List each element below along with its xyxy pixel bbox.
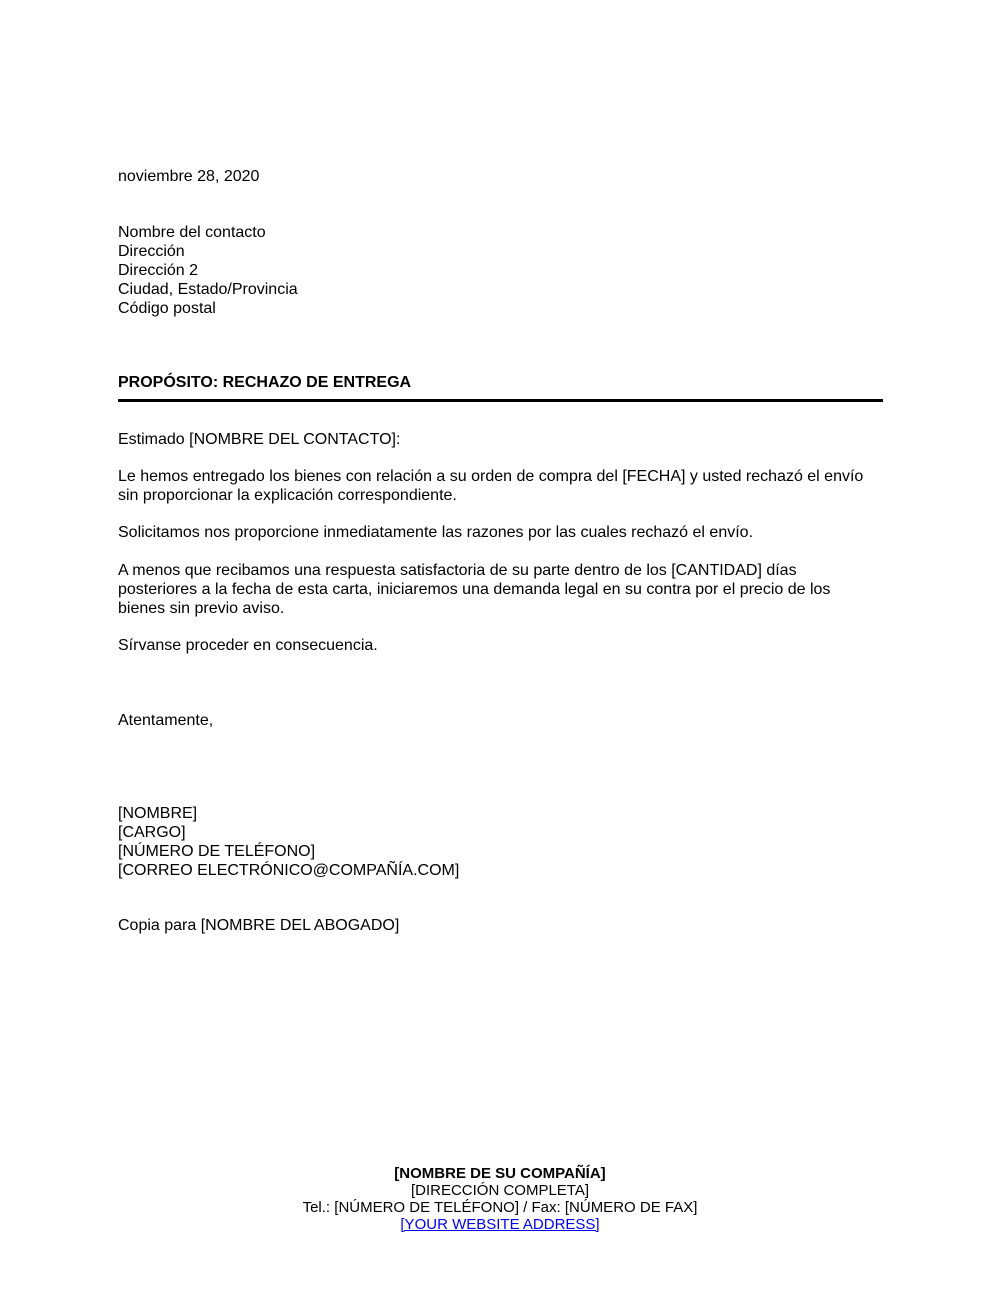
paragraph-line: A menos que recibamos una respuesta satisfactoria de su parte dentro de los [CANTIDAD] días <box>118 562 797 579</box>
footer-company-name: [NOMBRE DE SU COMPAÑÍA] <box>394 1165 606 1182</box>
signer-title: [CARGO] <box>118 824 186 841</box>
signer-name: [NOMBRE] <box>118 805 198 822</box>
signer-email: [CORREO ELECTRÓNICO@COMPAÑÍA.COM] <box>118 862 460 879</box>
body-paragraph-1 <box>118 467 888 505</box>
recipient-city-state: Ciudad, Estado/Provincia <box>118 281 298 298</box>
recipient-postal-code: Código postal <box>118 300 216 317</box>
recipient-name: Nombre del contacto <box>118 224 266 241</box>
letter-greeting: Estimado [NOMBRE DEL CONTACTO]: <box>118 431 401 448</box>
paragraph-line: sin proporcionar la explicación correspondiente. <box>118 487 457 504</box>
subject-divider <box>118 399 883 402</box>
copy-to-line: Copia para [NOMBRE DEL ABOGADO] <box>118 917 400 934</box>
body-paragraph-3 <box>118 561 888 618</box>
footer-contact: Tel.: [NÚMERO DE TELÉFONO] / Fax: [NÚMERO DE FAX] <box>302 1199 698 1216</box>
letterhead-footer <box>0 1165 1000 1233</box>
body-paragraph-4: Sírvanse proceder en consecuencia. <box>118 637 378 654</box>
paragraph-line: Le hemos entregado los bienes con relación a su orden de compra del [FECHA] y usted rechazó el envío <box>118 468 864 485</box>
footer-address: [DIRECCIÓN COMPLETA] <box>410 1182 590 1199</box>
letter-subject: PROPÓSITO: RECHAZO DE ENTREGA <box>118 374 412 391</box>
signer-phone: [NÚMERO DE TELÉFONO] <box>118 843 316 860</box>
paragraph-line: bienes sin previo aviso. <box>118 600 285 617</box>
paragraph-line: posteriores a la fecha de esta carta, iniciaremos una demanda legal en su contra por el precio de los <box>118 581 831 598</box>
recipient-address-2: Dirección 2 <box>118 262 199 279</box>
letter-closing: Atentamente, <box>118 712 214 729</box>
recipient-address-block <box>118 223 298 318</box>
footer-website-link[interactable]: [YOUR WEBSITE ADDRESS] <box>400 1216 600 1233</box>
letter-date: noviembre 28, 2020 <box>118 168 260 185</box>
recipient-address-1: Dirección <box>118 243 185 260</box>
signature-block <box>118 804 459 880</box>
body-paragraph-2: Solicitamos nos proporcione inmediatamente las razones por las cuales rechazó el envío. <box>118 524 754 541</box>
